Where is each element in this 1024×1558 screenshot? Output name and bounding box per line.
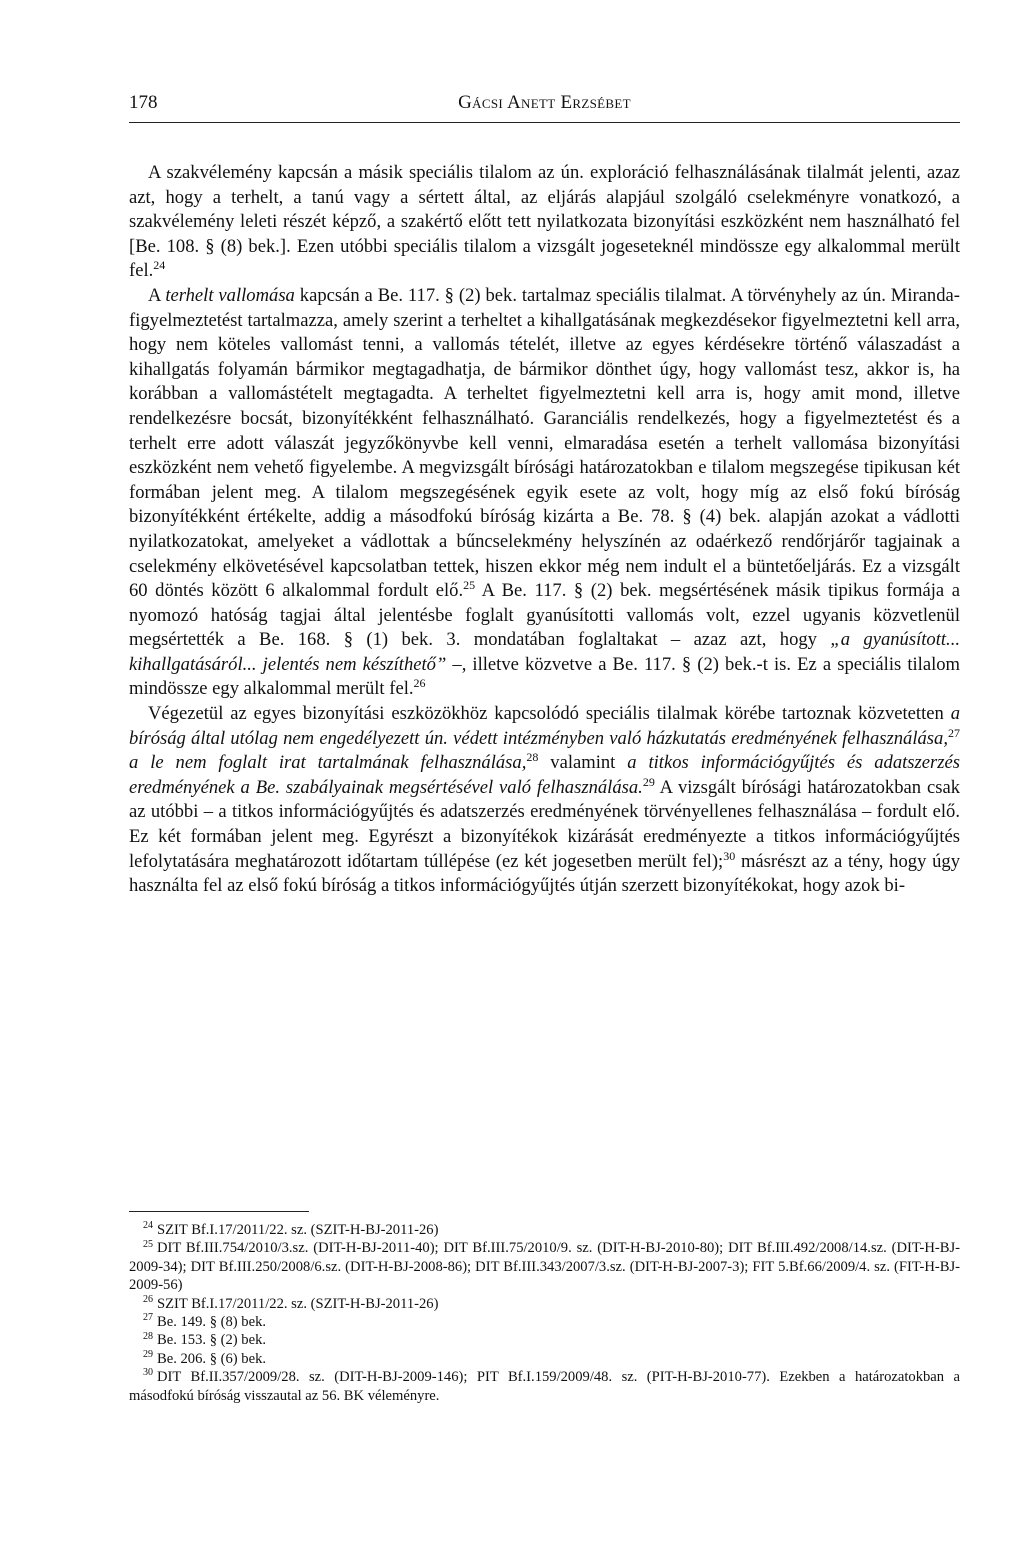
footnote-item bbox=[129, 1221, 960, 1239]
page-header bbox=[129, 88, 960, 123]
footnote-item bbox=[129, 1350, 960, 1368]
footnote-number: 26 bbox=[143, 1293, 153, 1305]
paragraph-text: A bbox=[148, 284, 166, 306]
footnote-item bbox=[129, 1295, 960, 1313]
footnotes bbox=[129, 1211, 960, 1405]
footnote-ref-25[interactable]: 25 bbox=[463, 577, 476, 592]
paragraph-text: kapcsán a Be. 117. § (2) bek. tartalmaz speciális tilalmat. A törvényhely az ún. Miranda-figyelmeztetést tartalmazza, amely szerint a terheltet a kihallgatásának megkezdésekor figyelmeztetni kell arra, hogy nem köteles vallomást tenni, a vallomás tételét, illetve az egyes kérdésekre történő válaszadást a kihallgatás folyamán bármikor megtagadhatja, de bármikor dönthet úgy, hogy vallomást tesz, akkor is, ha korábban a vallomástételt megtagadta. A terheltet figyelmeztetni kell arra is, hogy amit mond, illetve rendelkezésre bocsát, bizonyítékként felhasználható. Garanciális rendelkezés, hogy a figyelmeztetést és a terhelt erre adott válaszát jegyzőkönyvbe kell venni, elmaradása esetén a terhelt vallomása bizonyítási eszközként nem vehető figyelembe. A megvizsgált bírósági határozatokban e tilalom megszegése tipikusan két formában jelent meg. A tilalom megszegésének egyik esete az volt, hogy míg az első fokú bíróság bizonyítékként értékelte, addig a másodfokú bíróság kizárta a Be. 78. § (4) bek. alapján azokat a vádlotti nyilatkozatokat, amelyeket a vádlottak a bűncselekmény helyszínén az odaérkező rendőrjárőr tagjainak a cselekmény elkövetésével kapcsolatban tettek, hiszen ekkor még nem indult el a büntetőeljárás. Ez a vizsgált 60 döntés között 6 alkalommal fordult elő. bbox=[129, 284, 960, 602]
footnote-number: 27 bbox=[143, 1312, 153, 1324]
footnote-text: SZIT Bf.I.17/2011/22. sz. (SZIT-H-BJ-2011-26) bbox=[157, 1222, 439, 1238]
footnote-item bbox=[129, 1331, 960, 1349]
footnote-text: Be. 149. § (8) bek. bbox=[157, 1314, 267, 1331]
page bbox=[129, 88, 960, 899]
paragraph-text: Végezetül az egyes bizonyítási eszközökhöz kapcsolódó speciális tilalmak körébe tartoznak közvetetten bbox=[148, 703, 951, 725]
footnote-ref-24[interactable]: 24 bbox=[153, 258, 166, 273]
italic-term: terhelt vallomása bbox=[165, 284, 295, 306]
paragraph-2 bbox=[129, 284, 960, 702]
footnote-number: 30 bbox=[143, 1367, 153, 1379]
footnote-list bbox=[129, 1221, 960, 1405]
footnote-ref-29[interactable]: 29 bbox=[642, 774, 655, 789]
paragraph-text: –, illetve közvetve a Be. 117. § (2) bek.-t is. Ez a speciális tilalom mindössze egy alkalommal merült fel. bbox=[129, 653, 961, 700]
italic-term: a le nem foglalt irat tartalmának felhasználása, bbox=[129, 752, 527, 774]
paragraph-text: másrészt az a tény, hogy úgy használta fel az első fokú bíróság a titkos információgyűjtés útján szerzett bizonyítékokat, hogy azok bi- bbox=[129, 850, 960, 897]
footnote-number: 25 bbox=[143, 1238, 153, 1250]
footnote-item bbox=[129, 1368, 960, 1405]
footnote-item bbox=[129, 1313, 960, 1331]
footnote-divider bbox=[129, 1211, 309, 1212]
footnote-number: 28 bbox=[143, 1330, 153, 1342]
footnote-text: Be. 153. § (2) bek. bbox=[157, 1332, 267, 1349]
paragraph-3 bbox=[129, 702, 960, 899]
italic-quote: „a gyanúsított... kihallgatásáról... jelentés nem készíthető” bbox=[129, 629, 960, 675]
footnote-item bbox=[129, 1239, 960, 1294]
footnote-ref-28[interactable]: 28 bbox=[526, 750, 539, 765]
paragraph-text: A szakvélemény kapcsán a másik speciális tilalom az ún. exploráció felhasználásának tilalmát jelenti, azaz azt, hogy a terhelt, a tanú vagy a sértett által, az eljárás alapjául szolgáló cselekményre vonatkozó, a szakvélemény leleti részét képző, a szakértő előtt tett nyilatkozata bizonyítási eszközként nem használható fel [Be. 108. § (8) bek.]. Ezen utóbbi speciális tilalom a vizsgált jogeseteknél mindössze egy alkalommal merült fel. bbox=[129, 162, 960, 282]
footnote-ref-26[interactable]: 26 bbox=[413, 676, 426, 691]
footnote-text: DIT Bf.III.754/2010/3.sz. (DIT-H-BJ-2011-40); DIT Bf.III.75/2010/9. sz. (DIT-H-BJ-2010-80); DIT Bf.III.492/2008/14.sz. (DIT-H-BJ-2009-34); DIT Bf.III.250/2008/6.sz. (DIT-H-BJ-2008-86); DIT Bf.III.343/2007/3.sz. (DIT-H-BJ-2007-3); FIT 5.Bf.66/2009/4. sz. (FIT-H-BJ-2009-56) bbox=[129, 1240, 960, 1294]
italic-term: a titkos információgyűjtés és adatszerzés eredményének a Be. szabályainak megsértésével való felhasználása. bbox=[129, 752, 960, 798]
paragraph-text: valamint bbox=[538, 752, 628, 774]
footnote-ref-27[interactable]: 27 bbox=[948, 725, 960, 740]
footnote-number: 24 bbox=[143, 1220, 153, 1232]
footnote-text: Be. 206. § (6) bek. bbox=[157, 1350, 267, 1367]
paragraph-1 bbox=[129, 161, 960, 284]
footnote-text: DIT Bf.II.357/2009/28. sz. (DIT-H-BJ-2009-146); PIT Bf.I.159/2009/48. sz. (PIT-H-BJ-2010-77). Ezekben a határozatokban a másodfokú bíróság visszautal az 56. BK véleményre. bbox=[129, 1369, 960, 1404]
italic-term: a bíróság által utólag nem engedélyezett ún. védett intézményben való házkutatás eredményének felhasználása, bbox=[129, 703, 960, 749]
footnote-text: SZIT Bf.I.17/2011/22. sz. (SZIT-H-BJ-2011-26) bbox=[157, 1295, 439, 1312]
footnote-ref-30[interactable]: 30 bbox=[723, 848, 736, 863]
page-number: 178 bbox=[129, 92, 158, 113]
paragraph-text: A Be. 117. § (2) bek. megsértésének másik tipikus formája a nyomozó hatóság tagjai által jelentésbe foglalt gyanúsítotti vallomás volt, ezzel ugyanis közvetlenül megsértették a Be. 168. § (1) bek. 3. mondatában foglaltakat – azaz azt, hogy bbox=[129, 580, 960, 651]
paragraph-text: A vizsgált bírósági határozatokban csak az utóbbi – a titkos információgyűjtés és adatszerzés eredményének törvényellenes felhasználása – fordult elő. Ez két formában jelent meg. Egyrészt a bizonyítékok kizárását eredményezte a titkos információgyűjtés lefolytatására meghatározott időtartam túllépése (ez két jogesetben merült fel); bbox=[129, 776, 960, 872]
footnote-number: 29 bbox=[143, 1348, 153, 1360]
body-text bbox=[129, 161, 960, 899]
running-head: Gácsi Anett Erzsébet bbox=[458, 92, 631, 113]
